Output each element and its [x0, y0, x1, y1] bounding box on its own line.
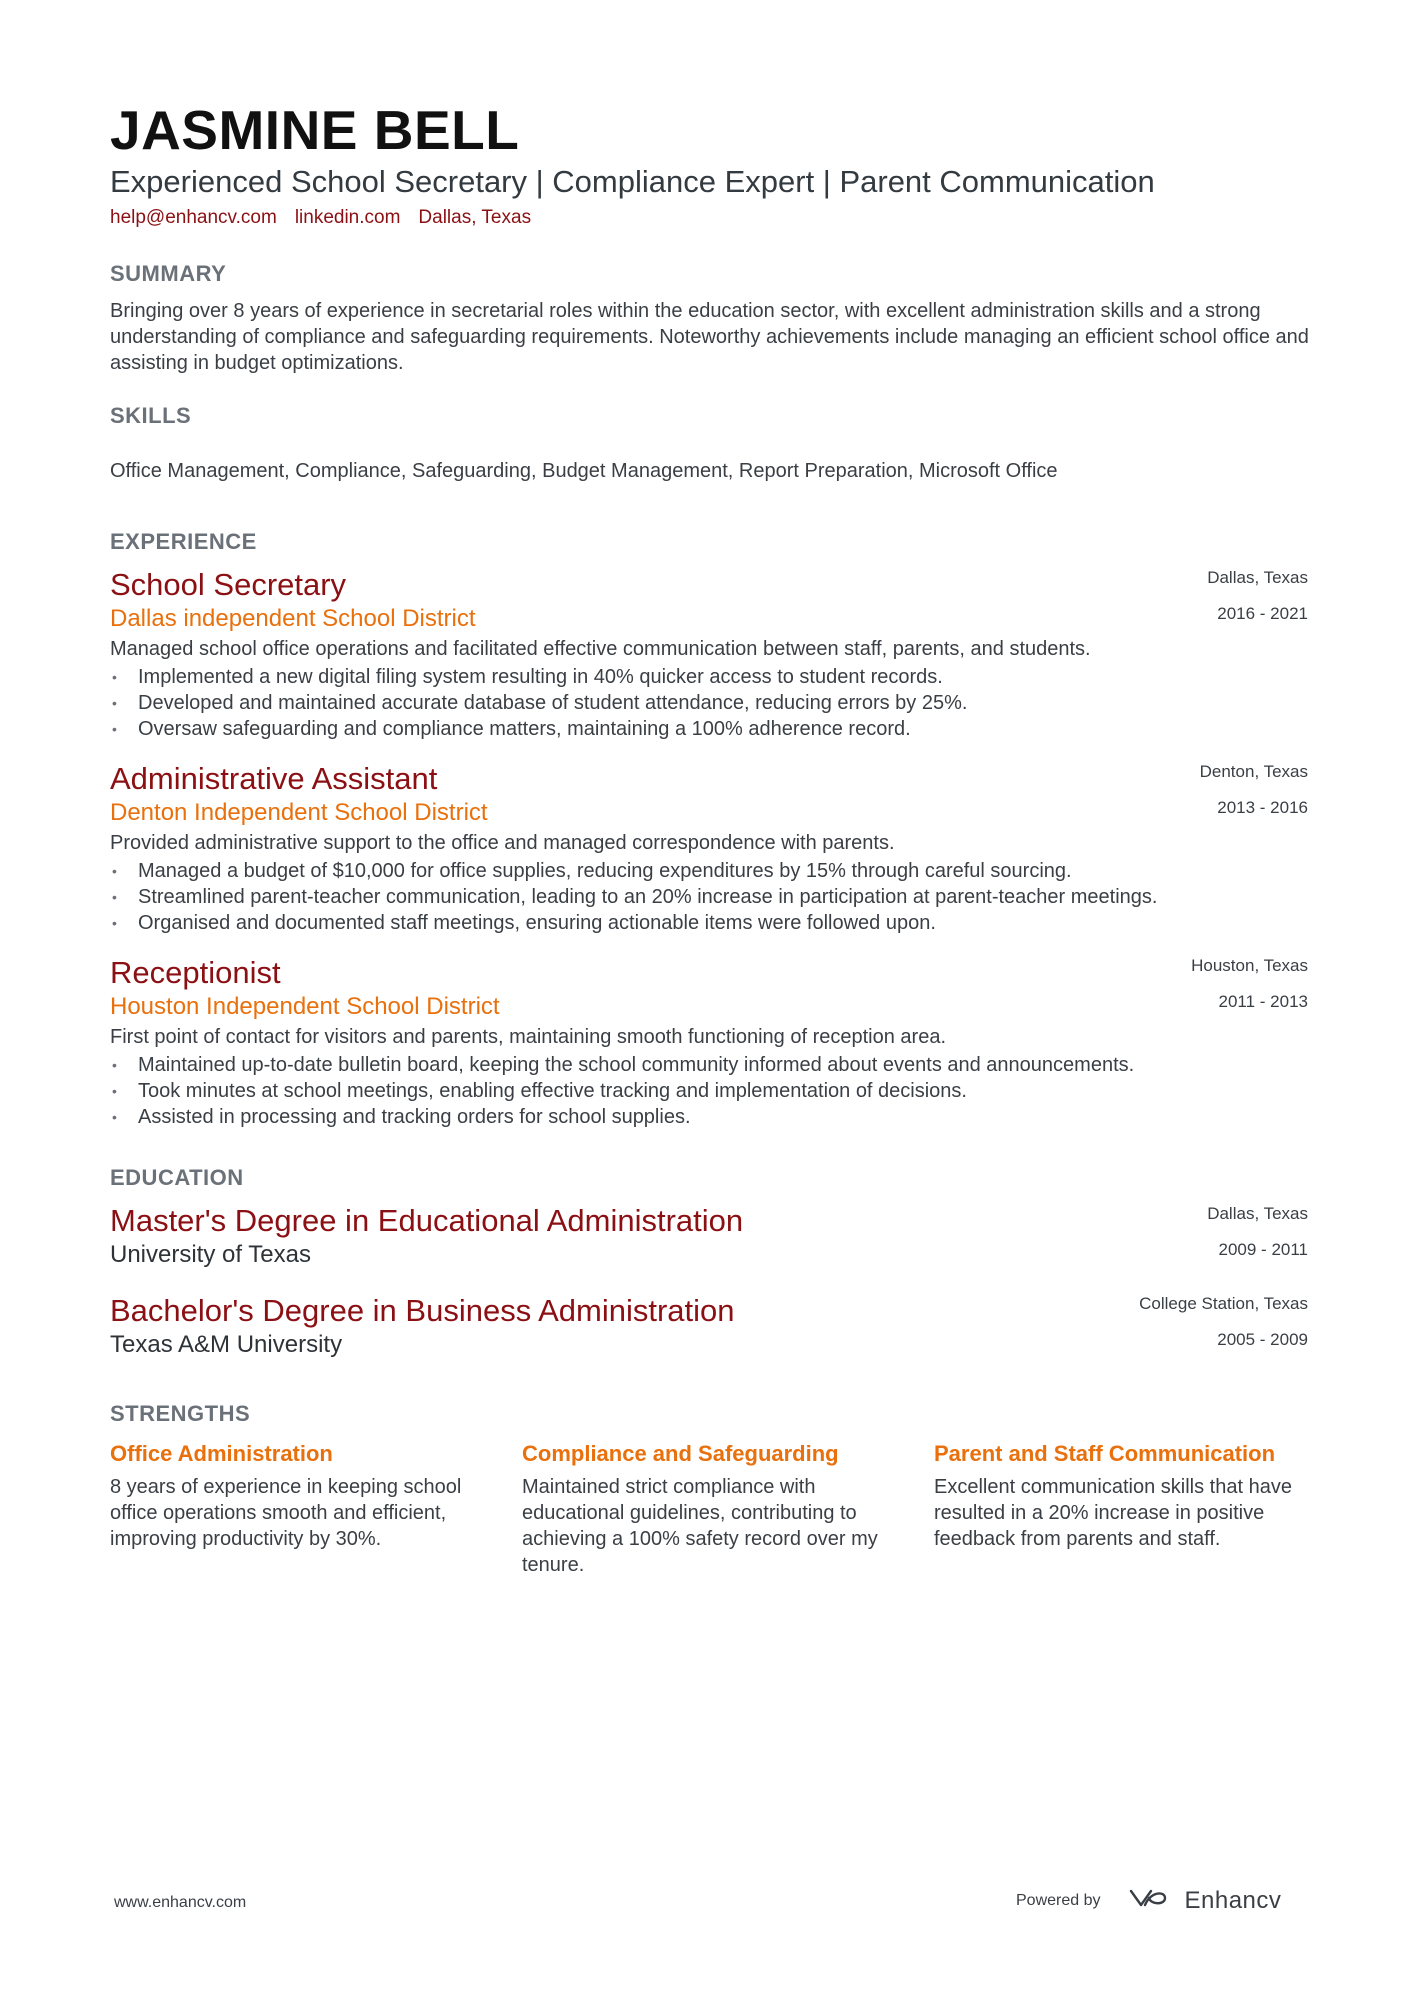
school-name: Texas A&M University [110, 1331, 343, 1358]
job-company: Dallas independent School District [110, 605, 476, 632]
contact-info [110, 206, 1308, 230]
job-dates: 2013 - 2016 [1217, 798, 1308, 817]
skills-title: SKILLS [110, 403, 192, 428]
job-entry [110, 954, 1308, 1130]
strength-item [110, 1440, 476, 1578]
footer-branding [1016, 1885, 1281, 1916]
summary-section [110, 260, 1308, 376]
job-entry [110, 566, 1308, 742]
degree-location: Dallas, Texas [1207, 1204, 1308, 1223]
job-bullet: • Took minutes at school meetings, enabling effective tracking and implementation of decisions. [110, 1078, 1308, 1104]
resume-page [110, 98, 1308, 1578]
powered-by-text: Powered by [1016, 1891, 1101, 1909]
job-bullets [110, 858, 1308, 936]
degree-dates: 2009 - 2011 [1218, 1240, 1308, 1259]
location-text: Dallas, Texas [418, 207, 532, 228]
candidate-name: JASMINE BELL [110, 99, 520, 161]
enhancv-logo-icon [1125, 1885, 1171, 1916]
job-dates: 2011 - 2013 [1218, 992, 1308, 1011]
education-title: EDUCATION [110, 1165, 244, 1190]
degree-title: Master's Degree in Educational Administration [110, 1203, 744, 1238]
job-bullet: • Implemented a new digital filing system resulting in 40% quicker access to student records. [110, 664, 1308, 690]
strength-title: Parent and Staff Communication [934, 1441, 1276, 1466]
job-company: Houston Independent School District [110, 993, 500, 1020]
job-meta [1200, 760, 1308, 820]
job-bullets [110, 664, 1308, 742]
degree-meta [1139, 1292, 1308, 1352]
experience-section [110, 528, 1308, 1130]
job-dates: 2016 - 2021 [1217, 604, 1308, 623]
job-bullet: • Managed a budget of $10,000 for office supplies, reducing expenditures by 15% through careful sourcing. [110, 858, 1308, 884]
degree-entry [110, 1292, 1308, 1360]
email-link[interactable]: help@enhancv.com [110, 207, 277, 228]
job-meta [1191, 954, 1308, 1014]
job-title: School Secretary [110, 567, 347, 602]
linkedin-link[interactable]: linkedin.com [294, 207, 401, 228]
summary-text: Bringing over 8 years of experience in secretarial roles within the education sector, with excellent administration skills and a strong understanding of compliance and safeguarding requirements. Noteworthy achievements include managing an efficient school office and assisting in budget optimizations. [110, 300, 1309, 374]
degree-location: College Station, Texas [1139, 1294, 1308, 1313]
job-bullet: • Organised and documented staff meetings, ensuring actionable items were followed upon. [110, 910, 1308, 936]
strength-item [934, 1440, 1300, 1578]
resume-header [110, 98, 1308, 230]
job-bullet: • Assisted in processing and tracking orders for school supplies. [110, 1104, 1308, 1130]
degree-entry [110, 1202, 1308, 1270]
job-title: Receptionist [110, 955, 281, 990]
job-meta [1207, 566, 1308, 626]
degree-meta [1207, 1202, 1308, 1262]
job-location: Houston, Texas [1191, 956, 1308, 975]
strength-title: Compliance and Safeguarding [522, 1441, 839, 1466]
job-bullet: • Maintained up-to-date bulletin board, keeping the school community informed about events and announcements. [110, 1052, 1308, 1078]
experience-title: EXPERIENCE [110, 529, 257, 554]
strength-description: 8 years of experience in keeping school office operations smooth and efficient, improving productivity by 30%. [110, 1476, 462, 1550]
job-location: Dallas, Texas [1207, 568, 1308, 587]
degree-title: Bachelor's Degree in Business Administration [110, 1293, 735, 1328]
job-description: Provided administrative support to the office and managed correspondence with parents. [110, 832, 895, 854]
strength-description: Excellent communication skills that have resulted in a 20% increase in positive feedback from parents and staff. [934, 1476, 1292, 1550]
school-name: University of Texas [110, 1241, 311, 1268]
strengths-section [110, 1400, 1308, 1578]
strengths-title: STRENGTHS [110, 1401, 251, 1426]
candidate-tagline: Experienced School Secretary | Compliance Expert | Parent Communication [110, 164, 1155, 199]
summary-title: SUMMARY [110, 261, 227, 286]
strength-description: Maintained strict compliance with educational guidelines, contributing to achieving a 100% safety record over my tenure. [522, 1476, 878, 1576]
job-location: Denton, Texas [1199, 762, 1308, 781]
degree-dates: 2005 - 2009 [1217, 1330, 1308, 1349]
brand-name: Enhancv [1184, 1886, 1282, 1914]
strengths-grid [110, 1440, 1308, 1578]
education-section [110, 1164, 1308, 1360]
job-description: First point of contact for visitors and parents, maintaining smooth functioning of reception area. [110, 1026, 946, 1048]
job-company: Denton Independent School District [110, 799, 488, 826]
job-bullets [110, 1052, 1308, 1130]
job-bullet: • Oversaw safeguarding and compliance matters, maintaining a 100% adherence record. [110, 716, 1308, 742]
skills-list: Office Management, Compliance, Safeguarding, Budget Management, Report Preparation, Microsoft Office [110, 460, 1058, 482]
job-description: Managed school office operations and facilitated effective communication between staff, parents, and students. [110, 638, 1091, 660]
job-title: Administrative Assistant [110, 761, 438, 796]
skills-section [110, 402, 1308, 484]
job-entry [110, 760, 1308, 936]
strength-title: Office Administration [110, 1441, 333, 1466]
footer-website[interactable]: www.enhancv.com [114, 1894, 247, 1911]
job-bullet: • Streamlined parent-teacher communication, leading to an 20% increase in participation at parent-teacher meetings. [110, 884, 1308, 910]
job-bullet: • Developed and maintained accurate database of student attendance, reducing errors by 25%. [110, 690, 1308, 716]
strength-item [522, 1440, 888, 1578]
